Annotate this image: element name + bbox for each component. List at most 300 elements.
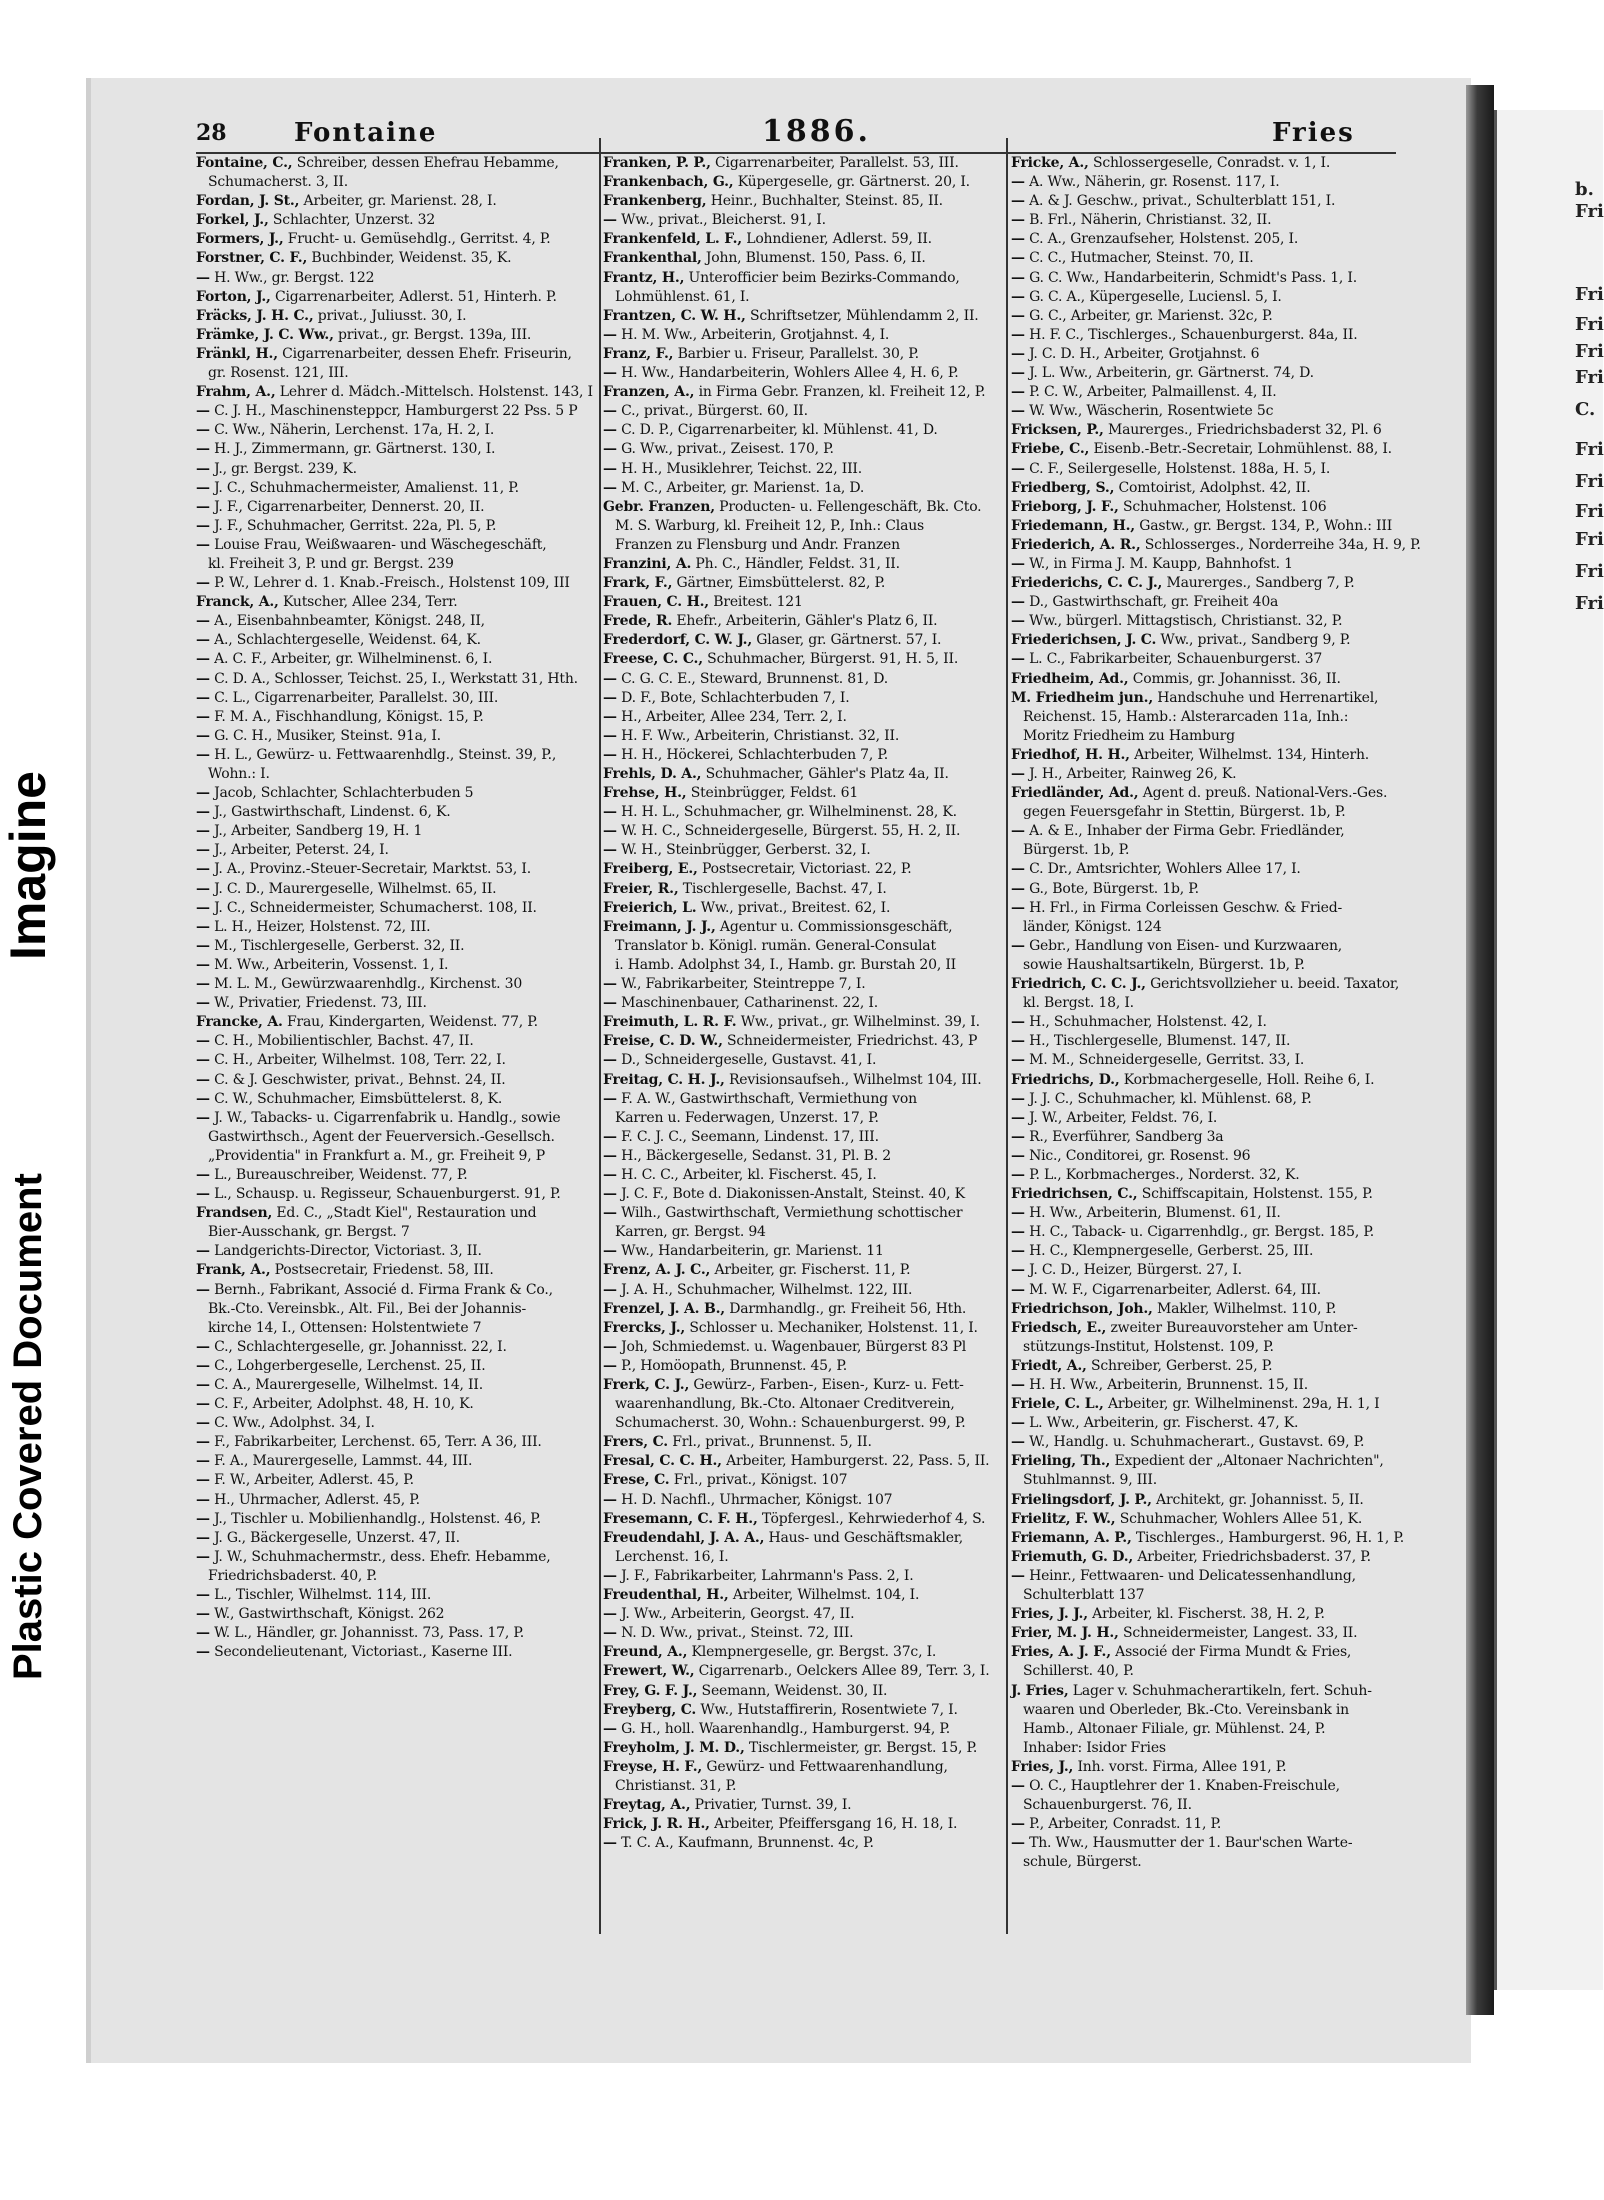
entry-details: J. C. D., Maurergeselle, Wilhelmst. 65, II. — [209, 880, 497, 897]
entry-name: — — [196, 422, 210, 439]
directory-entry — [196, 1185, 596, 1204]
entry-name: — — [603, 422, 617, 439]
entry-details: J., gr. Bergst. 239, K. — [209, 460, 357, 477]
directory-entry — [196, 269, 596, 288]
entry-details: C. Dr., Amtsrichter, Wohlers Allee 17, I. — [1024, 861, 1301, 878]
entry-name: Friedrichs, D., — [1011, 1071, 1120, 1088]
entry-details: L., Bureauschreiber, Weidenst. 77, P. — [209, 1166, 468, 1183]
entry-details: Gewürz- und Fettwaarenhandlung, — [702, 1758, 948, 1775]
directory-entry — [196, 230, 596, 249]
entry-name: — — [196, 727, 210, 744]
directory-entry — [603, 670, 1004, 689]
entry-name: — — [1011, 1243, 1025, 1260]
entry-details: Tischlergeselle, Bachst. 47, I. — [678, 880, 887, 897]
entry-details: Arbeiter, gr. Fischerst. 11, P. — [710, 1262, 911, 1279]
entry-details: C. D. P., Cigarrenarbeiter, kl. Mühlenst. 41, D. — [616, 422, 938, 439]
entry-name: Fräcks, J. H. C., — [196, 307, 314, 324]
directory-entry — [196, 307, 596, 326]
directory-entry — [1011, 1567, 1395, 1586]
entry-name: — — [603, 1281, 617, 1298]
entry-name: Frantzen, C. W. H., — [603, 307, 746, 324]
entry-name: — — [603, 1128, 617, 1145]
entry-name: — — [196, 918, 210, 935]
entry-name: — — [1011, 1205, 1025, 1222]
entry-name: — — [603, 460, 617, 477]
entry-details: C. A., Maurergeselle, Wilhelmst. 14, II. — [209, 1377, 483, 1393]
directory-entry — [1011, 1300, 1395, 1319]
directory-entry — [603, 1529, 1004, 1548]
entry-name: — — [603, 746, 617, 763]
entry-details: Gebr., Handlung von Eisen- und Kurzwaaren, — [1024, 937, 1343, 954]
directory-entry — [603, 1166, 1004, 1185]
adjacent-page-fragment: C. — [1575, 399, 1596, 420]
entry-name: Freise, C. D. W., — [603, 1033, 723, 1050]
directory-entry — [1011, 631, 1395, 650]
entry-details: kl. Freiheit 3, P. und gr. Bergst. 239 — [208, 555, 454, 572]
entry-name: — — [1011, 1109, 1025, 1126]
directory-entry — [196, 498, 596, 517]
directory-entry — [1011, 1090, 1395, 1109]
entry-name: Frercks, J., — [603, 1319, 686, 1336]
entry-details: H. C., Taback- u. Cigarrenhdlg., gr. Bergst. 185, P. — [1024, 1224, 1374, 1241]
directory-entry — [1011, 1682, 1395, 1701]
entry-name: — — [603, 1243, 617, 1260]
entry-name: — — [1011, 174, 1025, 191]
directory-entry — [603, 803, 1004, 822]
entry-details: J., Arbeiter, Sandberg 19, H. 1 — [209, 823, 423, 840]
directory-entry — [196, 746, 596, 765]
entry-name: — — [603, 1720, 617, 1737]
entry-details: G., Bote, Bürgerst. 1b, P. — [1024, 880, 1199, 897]
entry-name: Friemann, A. P., — [1011, 1529, 1132, 1546]
entry-name: — — [1011, 1835, 1025, 1852]
directory-entry — [603, 880, 1004, 899]
directory-entry — [603, 1223, 1004, 1242]
entry-details: Handschuhe und Herrenartikel, — [1153, 689, 1379, 706]
entry-name: — — [1011, 403, 1025, 420]
entry-name: — — [1011, 1052, 1025, 1069]
directory-entry — [196, 1643, 596, 1662]
entry-details: Arbeiter, Wilhelmst. 104, I. — [728, 1587, 920, 1604]
entry-details: P., Arbeiter, Conradst. 11, P. — [1024, 1816, 1222, 1833]
directory-entry — [1011, 899, 1395, 918]
directory-entry — [603, 1452, 1004, 1471]
directory-entry — [1011, 1128, 1395, 1147]
directory-entry — [603, 593, 1004, 612]
entry-details: Ww., privat., Sandberg 9, P. — [1156, 632, 1351, 649]
entry-details: R., Everführer, Sandberg 3a — [1024, 1128, 1224, 1145]
directory-entry — [1011, 154, 1395, 173]
directory-year: 1886. — [762, 114, 871, 149]
entry-name: Forkel, J., — [196, 212, 269, 229]
directory-entry — [196, 192, 596, 211]
entry-name: Frankenthal, — [603, 250, 702, 267]
directory-entry — [1011, 1758, 1395, 1777]
entry-name: — — [196, 441, 210, 458]
directory-entry — [603, 383, 1004, 402]
directory-entry — [196, 1605, 596, 1624]
entry-details: H., Arbeiter, Allee 234, Terr. 2, I. — [616, 708, 847, 725]
entry-name: Freudendahl, J. A. A., — [603, 1529, 765, 1546]
entry-name: Freund, A., — [603, 1644, 688, 1661]
entry-name: — — [1011, 899, 1025, 916]
directory-entry — [196, 841, 596, 860]
entry-details: Bk.-Cto. Vereinsbk., Alt. Fil., Bei der Johannis- — [208, 1300, 526, 1317]
directory-entry — [1011, 326, 1395, 345]
entry-details: Arbeiter, kl. Fischerst. 38, H. 2, P. — [1087, 1606, 1325, 1623]
entry-name: — — [1011, 1033, 1025, 1050]
book-gutter — [1466, 85, 1494, 2015]
entry-name: — — [196, 1472, 210, 1489]
directory-entry — [1011, 440, 1395, 459]
directory-entry — [603, 1643, 1004, 1662]
directory-entry — [196, 1376, 596, 1395]
entry-name: — — [603, 995, 617, 1012]
entry-name: Freiberg, E., — [603, 861, 698, 878]
directory-entry — [196, 956, 596, 975]
entry-details: Arbeiter, Friedrichsbaderst. 37, P. — [1133, 1548, 1371, 1565]
entry-details: Associé der Firma Mundt & Fries, — [1110, 1644, 1352, 1661]
directory-entry — [196, 1529, 596, 1548]
entry-name: — — [1011, 1147, 1025, 1164]
entry-name: Frankenberg, — [603, 193, 707, 210]
entry-details: H., Uhrmacher, Adlerst. 45, P. — [209, 1491, 420, 1508]
entry-name: Fordan, J. St., — [196, 193, 300, 210]
directory-entry — [1011, 460, 1395, 479]
entry-details: A. & J. Geschw., privat., Schulterblatt 151, I. — [1024, 193, 1336, 210]
directory-entry — [196, 1090, 596, 1109]
entry-details: J. C. D., Heizer, Bürgerst. 27, I. — [1024, 1262, 1242, 1279]
directory-entry — [603, 1433, 1004, 1452]
entry-details: Haus- und Geschäftsmakler, — [764, 1529, 964, 1546]
entry-details: H. M. Ww., Arbeiterin, Grotjahnst. 4, I. — [616, 326, 890, 343]
entry-name: — — [196, 956, 210, 973]
entry-details: kirche 14, I., Ottensen: Holstentwiete 7 — [208, 1319, 482, 1336]
entry-details: Schlachter, Unzerst. 32 — [268, 212, 436, 229]
directory-entry — [603, 1815, 1004, 1834]
entry-details: B. Frl., Näherin, Christianst. 32, II. — [1024, 212, 1272, 229]
adjacent-page-fragment: Fri — [1575, 529, 1604, 550]
directory-entry — [603, 460, 1004, 479]
entry-name: — — [1011, 766, 1025, 782]
directory-entry — [1011, 364, 1395, 383]
directory-entry — [603, 536, 1004, 555]
entry-name: Forton, J., — [196, 288, 271, 305]
entry-name: — — [196, 1606, 210, 1623]
entry-details: Cigarrenarbeiter, Parallelst. 53, III. — [710, 155, 959, 171]
entry-details: Korbmachergeselle, Holl. Reihe 6, I. — [1119, 1071, 1375, 1088]
entry-name: Freyholm, J. M. D., — [603, 1739, 745, 1756]
directory-entry — [1011, 670, 1395, 689]
directory-entry — [1011, 479, 1395, 498]
entry-details: M. W. F., Cigarrenarbeiter, Adlerst. 64, III. — [1024, 1281, 1321, 1298]
directory-entry — [603, 1319, 1004, 1338]
directory-entry — [196, 517, 596, 536]
directory-entry — [196, 650, 596, 669]
entry-details: Producten- u. Fellengeschäft, Bk. Cto. — [714, 498, 982, 515]
entry-name: Frehls, D. A., — [603, 766, 702, 782]
entry-details: C. Ww., Näherin, Lerchenst. 17a, H. 2, I. — [209, 422, 495, 439]
entry-details: H. Ww., Handarbeiterin, Wohlers Allee 4, H. 6, P. — [616, 365, 959, 382]
entry-details: Arbeiter, gr. Marienst. 28, I. — [299, 193, 497, 210]
entry-details: A. Ww., Näherin, gr. Rosenst. 117, I. — [1024, 174, 1280, 191]
directory-entry — [603, 1548, 1004, 1567]
entry-details: J. G., Bäckergeselle, Unzerst. 47, II. — [209, 1529, 460, 1546]
entry-name: — — [196, 899, 210, 916]
entry-name: — — [603, 1186, 617, 1203]
entry-details: Karren u. Federwagen, Unzerst. 17, P. — [615, 1109, 879, 1126]
entry-details: Comtoirist, Adolphst. 42, II. — [1114, 479, 1311, 496]
directory-entry — [1011, 383, 1395, 402]
entry-details: F. A. W., Gastwirthschaft, Vermiethung von — [616, 1090, 917, 1107]
entry-details: Secondelieutenant, Victoriast., Kaserne III. — [209, 1644, 513, 1661]
entry-details: H. Ww., Arbeiterin, Blumenst. 61, II. — [1024, 1205, 1281, 1222]
entry-name: Freyse, H. F., — [603, 1758, 703, 1775]
directory-entry — [1011, 1720, 1395, 1739]
entry-name: — — [1011, 861, 1025, 878]
entry-details: in Firma Gebr. Franzen, kl. Freiheit 12, P. — [694, 384, 986, 401]
directory-entry — [196, 994, 596, 1013]
directory-entry — [196, 593, 596, 612]
directory-entry — [1011, 593, 1395, 612]
entry-details: J. C. F., Bote d. Diakonissen-Anstalt, Steinst. 40, K — [616, 1186, 965, 1203]
entry-details: Postsecretair, Friedenst. 58, III. — [270, 1262, 494, 1279]
directory-entry — [196, 1414, 596, 1433]
entry-name: Frantz, H., — [603, 269, 685, 286]
entry-name: — — [196, 1281, 210, 1298]
directory-entry — [603, 1376, 1004, 1395]
entry-details: Darmhandlg., gr. Freiheit 56, Hth. — [724, 1300, 967, 1317]
directory-entry — [196, 1223, 596, 1242]
directory-entry — [1011, 1796, 1395, 1815]
entry-name: Fries, J. J., — [1011, 1606, 1088, 1623]
entry-name: Frerk, C. J., — [603, 1377, 690, 1393]
entry-name: Friele, C. L., — [1011, 1396, 1104, 1413]
directory-entry — [603, 498, 1004, 517]
directory-entry — [1011, 1223, 1395, 1242]
entry-details: Glaser, gr. Gärtnerst. 57, I. — [752, 632, 942, 649]
directory-entry — [1011, 574, 1395, 593]
entry-details: Ww., privat., Breitest. 62, I. — [696, 899, 891, 916]
directory-entry — [603, 860, 1004, 879]
entry-details: Reichenst. 15, Hamb.: Alsterarcaden 11a, Inh.: — [1023, 708, 1349, 725]
entry-details: Schuhmacher, Gähler's Platz 4a, II. — [701, 766, 949, 782]
entry-name: Fricke, A., — [1011, 155, 1089, 171]
entry-name: — — [196, 1338, 210, 1355]
directory-entry — [603, 841, 1004, 860]
entry-details: J. Ww., Arbeiterin, Georgst. 47, II. — [616, 1606, 855, 1623]
entry-name: Friedberg, S., — [1011, 479, 1115, 496]
directory-entry — [603, 1300, 1004, 1319]
directory-entry — [196, 479, 596, 498]
directory-entry — [1011, 822, 1395, 841]
entry-details: M. C., Arbeiter, gr. Marienst. 1a, D. — [616, 479, 865, 496]
entry-details: H. J., Zimmermann, gr. Gärtnerst. 130, I. — [209, 441, 496, 458]
entry-name: Frese, C. — [603, 1472, 670, 1489]
entry-details: G. C. A., Küpergeselle, Luciensl. 5, I. — [1024, 288, 1282, 305]
column-rule — [599, 138, 601, 1934]
entry-details: W., Gastwirthschaft, Königst. 262 — [209, 1606, 445, 1623]
entry-name: Friemuth, G. D., — [1011, 1548, 1134, 1565]
entry-name: — — [603, 1567, 617, 1584]
directory-entry — [603, 1032, 1004, 1051]
adjacent-page-fragment: b. — [1575, 179, 1594, 200]
directory-entry — [1011, 1643, 1395, 1662]
directory-entry — [196, 536, 596, 555]
directory-entry — [603, 899, 1004, 918]
left-catchword: Fontaine — [294, 118, 438, 148]
entry-details: Christianst. 31, P. — [615, 1777, 737, 1794]
entry-details: J., Gastwirthschaft, Lindenst. 6, K. — [209, 804, 451, 821]
entry-details: John, Blumenst. 150, Pass. 6, II. — [701, 250, 926, 267]
entry-name: — — [196, 1377, 210, 1393]
entry-name: — — [603, 708, 617, 725]
entry-details: Schlosserges., Norderreihe 34a, H. 9, P. — [1140, 536, 1421, 553]
directory-entry — [1011, 1261, 1395, 1280]
entry-name: — — [1011, 1262, 1025, 1279]
entry-details: Ww., privat., gr. Wilhelminst. 39, I. — [736, 1014, 980, 1031]
directory-entry — [603, 230, 1004, 249]
entry-details: Arbeiter, Pfeiffersgang 16, H. 18, I. — [709, 1816, 958, 1833]
entry-details: Lohndiener, Adlerst. 59, II. — [741, 231, 932, 248]
entry-name: — — [196, 976, 210, 993]
entry-details: F. M. A., Fischhandlung, Königst. 15, P. — [209, 708, 484, 725]
directory-entry — [196, 1281, 596, 1300]
directory-entry — [603, 937, 1004, 956]
entry-details: Schreiber, dessen Ehefrau Hebamme, — [292, 155, 559, 171]
entry-name: — — [196, 1090, 210, 1107]
entry-name: — — [603, 823, 617, 840]
entry-name: — — [603, 804, 617, 821]
entry-details: W., Privatier, Friedenst. 73, III. — [209, 995, 427, 1012]
entry-details: Wohn.: I. — [208, 766, 270, 782]
entry-details: waaren und Oberleder, Bk.-Cto. Vereinsbank in — [1023, 1701, 1349, 1718]
directory-entry — [1011, 249, 1395, 268]
directory-entry — [1011, 1586, 1395, 1605]
adjacent-page-fragment: Fri — [1575, 341, 1604, 362]
directory-entry — [196, 1300, 596, 1319]
entry-name: — — [196, 1357, 210, 1374]
directory-entry — [1011, 1338, 1395, 1357]
entry-details: H. F. C., Tischlerges., Schauenburgerst. 84a, II. — [1024, 326, 1358, 343]
entry-details: H. Ww., gr. Bergst. 122 — [209, 269, 375, 286]
entry-details: Commis, gr. Johannisst. 36, II. — [1128, 670, 1341, 687]
entry-details: J. A. H., Schuhmacher, Wilhelmst. 122, III. — [616, 1281, 913, 1298]
directory-entry — [196, 440, 596, 459]
entry-name: — — [1011, 1224, 1025, 1241]
entry-name: — — [196, 1434, 210, 1451]
directory-entry — [603, 1567, 1004, 1586]
entry-details: Gerichtsvollzieher u. beeid. Taxator, — [1145, 976, 1400, 993]
entry-name: Friedrichson, Joh., — [1011, 1300, 1153, 1317]
entry-name: — — [1011, 1128, 1025, 1145]
entry-details: Friedrichsbaderst. 40, P. — [208, 1567, 378, 1584]
entry-details: N. D. Ww., privat., Steinst. 72, III. — [616, 1625, 854, 1642]
entry-details: T. C. A., Kaufmann, Brunnenst. 4c, P. — [616, 1835, 874, 1852]
directory-entry — [603, 1051, 1004, 1070]
entry-details: H. C., Klempnergeselle, Gerberst. 25, III. — [1024, 1243, 1314, 1260]
directory-entry — [196, 1548, 596, 1567]
directory-entry — [603, 956, 1004, 975]
entry-name: Frankenfeld, L. F., — [603, 231, 742, 248]
directory-entry — [603, 269, 1004, 288]
directory-entry — [196, 1204, 596, 1223]
entry-name: — — [196, 1529, 210, 1546]
entry-name: — — [603, 1205, 617, 1222]
entry-details: Heinr., Buchhalter, Steinst. 85, II. — [706, 193, 943, 210]
directory-entry — [196, 1567, 596, 1586]
directory-entry — [1011, 765, 1395, 784]
directory-entry — [196, 154, 596, 173]
directory-entry — [196, 1624, 596, 1643]
entry-details: Buchbinder, Weidenst. 35, K. — [307, 250, 512, 267]
entry-name: Frenz, A. J. C., — [603, 1262, 711, 1279]
entry-name: Freyberg, C. — [603, 1701, 697, 1718]
entry-details: J. J. C., Schuhmacher, kl. Mühlenst. 68, P. — [1024, 1090, 1312, 1107]
entry-details: J. C. D. H., Arbeiter, Grotjahnst. 6 — [1024, 345, 1260, 362]
directory-entry — [603, 1834, 1004, 1853]
entry-details: Eisenb.-Betr.-Secretair, Lohmühlenst. 88, I. — [1089, 441, 1392, 458]
entry-details: kl. Bergst. 18, I. — [1023, 995, 1134, 1012]
directory-entry — [1011, 211, 1395, 230]
entry-details: Gastw., gr. Bergst. 134, P., Wohn.: III — [1134, 517, 1393, 534]
entry-details: Architekt, gr. Johannisst. 5, II. — [1151, 1491, 1364, 1508]
directory-entry — [196, 727, 596, 746]
directory-entry — [196, 345, 596, 364]
directory-entry — [1011, 269, 1395, 288]
entry-details: O. C., Hauptlehrer der 1. Knaben-Freischule, — [1024, 1777, 1340, 1794]
directory-entry — [1011, 937, 1395, 956]
entry-name: Friedrich, C. C. J., — [1011, 976, 1146, 993]
page-number: 28 — [196, 120, 227, 146]
directory-entry — [1011, 173, 1395, 192]
entry-name: Franz, F., — [603, 345, 674, 362]
adjacent-page-fragment: Fri — [1575, 471, 1604, 492]
entry-name: — — [1011, 613, 1025, 630]
entry-name: Franzini, A. — [603, 555, 692, 572]
entry-name: — — [196, 1166, 210, 1183]
entry-name: Fontaine, C., — [196, 155, 293, 171]
directory-entry — [1011, 1853, 1395, 1872]
entry-details: Joh, Schmiedemst. u. Wagenbauer, Bürgerst 83 Pl — [616, 1338, 967, 1355]
entry-details: Inhaber: Isidor Fries — [1023, 1739, 1166, 1756]
entry-name: — — [603, 326, 617, 343]
entry-details: C., Schlachtergeselle, gr. Johannisst. 22, I. — [209, 1338, 507, 1355]
entry-details: W., Fabrikarbeiter, Steintreppe 7, I. — [616, 976, 866, 993]
entry-details: H., Tischlergeselle, Blumenst. 147, II. — [1024, 1033, 1291, 1050]
directory-entry — [1011, 1414, 1395, 1433]
entry-name: — — [603, 1338, 617, 1355]
directory-entry — [1011, 1395, 1395, 1414]
entry-name: — — [196, 1415, 210, 1432]
entry-name: — — [1011, 1415, 1025, 1432]
adjacent-page-fragment: Fri — [1575, 501, 1604, 522]
entry-name: — — [196, 479, 210, 496]
directory-entry — [196, 402, 596, 421]
entry-name: — — [603, 842, 617, 859]
directory-entry — [603, 1758, 1004, 1777]
directory-entry — [603, 517, 1004, 536]
directory-entry — [603, 192, 1004, 211]
directory-entry — [1011, 650, 1395, 669]
entry-name: Friedt, A., — [1011, 1357, 1087, 1374]
entry-name: — — [196, 1548, 210, 1565]
entry-name: Fries, J., — [1011, 1758, 1074, 1775]
entry-name: Frauen, C. H., — [603, 594, 709, 611]
entry-details: P., Homöopath, Brunnenst. 45, P. — [616, 1357, 848, 1374]
entry-details: Barbier u. Friseur, Parallelst. 30, P. — [673, 345, 919, 362]
entry-name: — — [603, 1491, 617, 1508]
